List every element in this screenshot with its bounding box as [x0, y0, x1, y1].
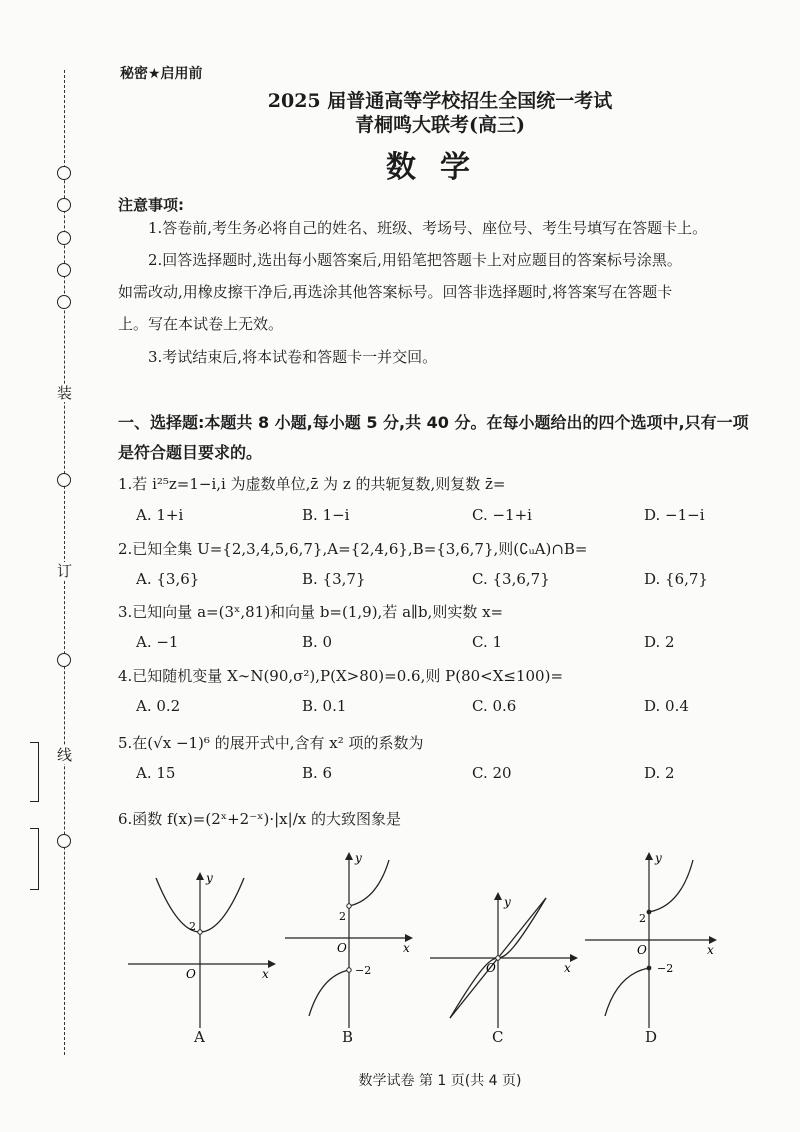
- graph-a-origin: O: [186, 967, 196, 981]
- question-2-stem: 2.已知全集 U={2,3,4,5,6,7},A={2,4,6},B={3,6,7},则(∁ᵤA)∩B=: [118, 540, 588, 558]
- binding-hole-icon: [57, 231, 71, 245]
- graph-d: [585, 848, 720, 1028]
- question-3-option-c: C. 1: [472, 633, 503, 651]
- question-1-option-d: D. −1−i: [644, 506, 705, 524]
- graph-b-y-label: y: [355, 851, 362, 865]
- graph-b-mark-bottom: −2: [355, 964, 372, 977]
- binding-hole-icon: [57, 653, 71, 667]
- notice-item-2-line-2: 如需改动,用橡皮擦干净后,再选涂其他答案标号。回答非选择题时,将答案写在答题卡: [118, 283, 673, 301]
- question-4-option-d: D. 0.4: [644, 697, 689, 715]
- graph-c-label: C: [492, 1028, 504, 1046]
- question-1-option-a: A. 1+i: [136, 506, 184, 524]
- binding-hole-icon: [57, 263, 71, 277]
- graph-b: [285, 848, 415, 1028]
- question-4-stem: 4.已知随机变量 X∼N(90,σ²),P(X>80)=0.6,则 P(80<X≤100)=: [118, 667, 564, 685]
- graph-d-x-label: x: [707, 943, 714, 957]
- question-5-option-c: C. 20: [472, 764, 512, 782]
- graph-d-mark-top: 2: [639, 912, 646, 925]
- secret-label: 秘密★启用前: [120, 66, 203, 82]
- binding-hole-icon: [57, 834, 71, 848]
- question-2-option-d: D. {6,7}: [644, 570, 708, 588]
- graph-c-y-label: y: [504, 895, 511, 909]
- graph-b-label: B: [342, 1028, 354, 1046]
- notice-item-2-line-1: 2.回答选择题时,选出每小题答案后,用铅笔把答题卡上对应题目的答案标号涂黑。: [148, 251, 682, 269]
- question-1-option-b: B. 1−i: [302, 506, 350, 524]
- question-6-stem: 6.函数 f(x)=(2ˣ+2⁻ˣ)·|x|/x 的大致图象是: [118, 810, 401, 828]
- binding-hole-icon: [57, 198, 71, 212]
- question-3-stem: 3.已知向量 a=(3ˣ,81)和向量 b=(1,9),若 a∥b,则实数 x=: [118, 603, 504, 621]
- graph-c-origin: O: [486, 961, 496, 975]
- question-2-option-c: C. {3,6,7}: [472, 570, 550, 588]
- question-2-option-b: B. {3,7}: [302, 570, 366, 588]
- question-4-option-b: B. 0.1: [302, 697, 347, 715]
- graph-d-mark-bottom: −2: [657, 962, 674, 975]
- binding-char-xian: 线: [57, 746, 73, 764]
- question-4-option-c: C. 0.6: [472, 697, 517, 715]
- graph-c-x-label: x: [564, 961, 571, 975]
- question-5-option-a: A. 15: [136, 764, 176, 782]
- graph-d-label: D: [645, 1028, 658, 1046]
- binding-bracket: [30, 828, 39, 890]
- graph-d-y-label: y: [655, 851, 662, 865]
- question-3-option-b: B. 0: [302, 633, 333, 651]
- exam-subtitle: 青桐鸣大联考(高三): [355, 114, 525, 136]
- question-4-option-a: A. 0.2: [136, 697, 181, 715]
- binding-bracket: [30, 742, 39, 802]
- graph-a-y-label: y: [206, 871, 213, 885]
- graph-a-x-label: x: [262, 967, 269, 981]
- binding-hole-icon: [57, 473, 71, 487]
- question-5-option-d: D. 2: [644, 764, 675, 782]
- graph-c: [430, 888, 580, 1028]
- page-footer: 数学试卷 第 1 页(共 4 页): [358, 1073, 522, 1089]
- question-5-option-b: B. 6: [302, 764, 333, 782]
- binding-char-ding: 订: [57, 562, 73, 580]
- question-3-option-a: A. −1: [136, 633, 179, 651]
- graph-a-label: A: [194, 1028, 205, 1046]
- section-heading-line-2: 是符合题目要求的。: [118, 443, 263, 462]
- exam-title: 2025 届普通高等学校招生全国统一考试: [267, 90, 613, 112]
- graph-a-mark-top: 2: [189, 920, 196, 933]
- section-heading-line-1: 一、选择题:本题共 8 小题,每小题 5 分,共 40 分。在每小题给出的四个选项中,只有一项: [118, 413, 749, 432]
- graph-b-x-label: x: [403, 941, 410, 955]
- binding-hole-icon: [57, 295, 71, 309]
- graph-b-mark-top: 2: [339, 910, 346, 923]
- question-1-stem: 1.若 i²⁵z=1−i,i 为虚数单位,z̄ 为 z 的共轭复数,则复数 z̄=: [118, 475, 506, 493]
- notice-item-3: 3.考试结束后,将本试卷和答题卡一并交回。: [148, 348, 438, 366]
- question-1-option-c: C. −1+i: [472, 506, 532, 524]
- notice-item-2-line-3: 上。写在本试卷上无效。: [118, 315, 284, 333]
- question-3-option-d: D. 2: [644, 633, 675, 651]
- graph-b-origin: O: [337, 941, 347, 955]
- subject-title: 数学: [386, 150, 494, 185]
- binding-char-zhuang: 装: [57, 384, 73, 402]
- question-5-stem: 5.在(√x −1)⁶ 的展开式中,含有 x² 项的系数为: [118, 734, 424, 752]
- graph-d-origin: O: [637, 943, 647, 957]
- notice-item-1: 1.答卷前,考生务必将自己的姓名、班级、考场号、座位号、考生号填写在答题卡上。: [148, 219, 708, 237]
- notice-heading: 注意事项:: [118, 196, 184, 214]
- question-2-option-a: A. {3,6}: [136, 570, 200, 588]
- graph-a: [128, 868, 278, 1028]
